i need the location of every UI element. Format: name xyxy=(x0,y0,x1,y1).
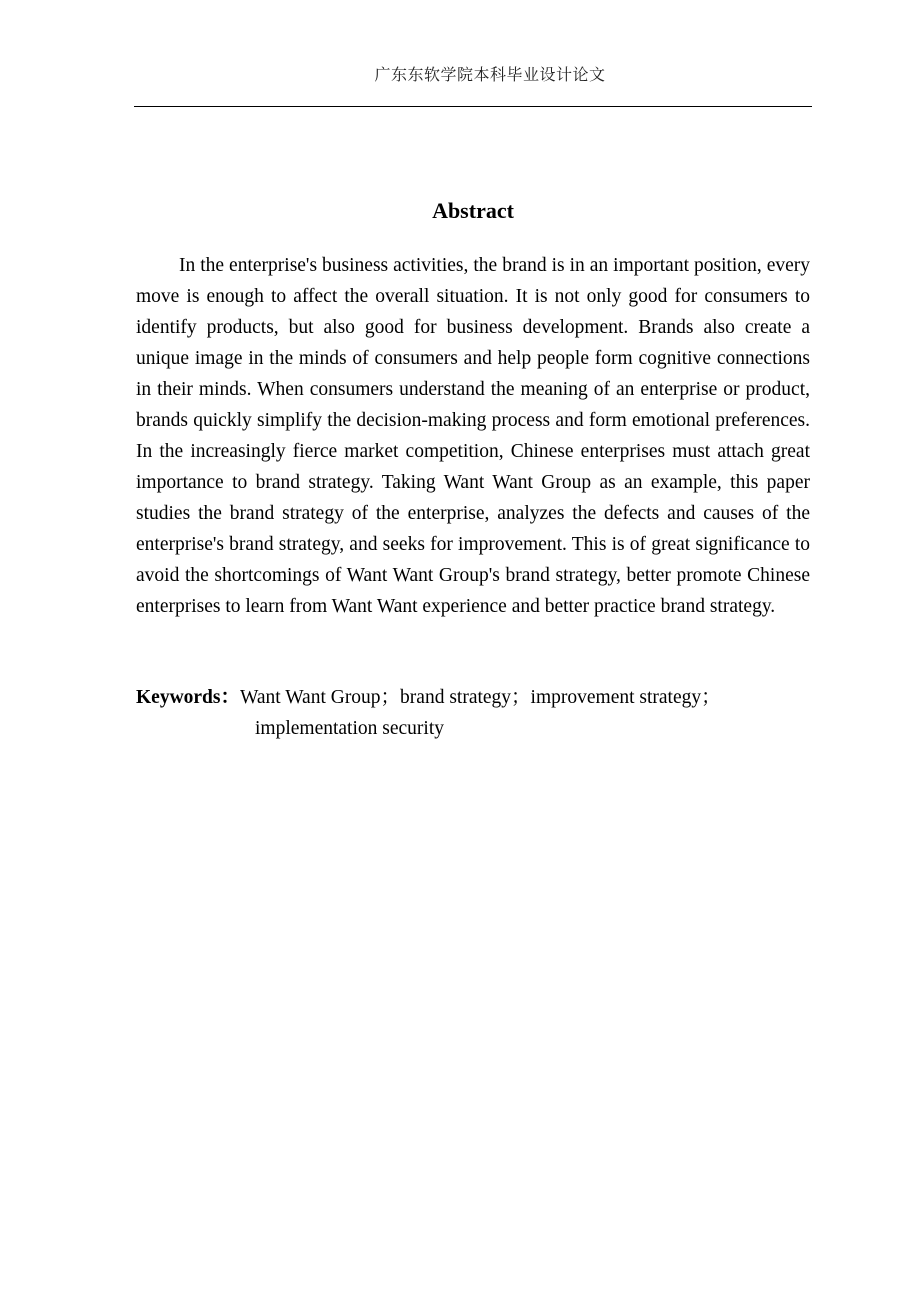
keywords-section xyxy=(136,682,810,744)
keywords-label: Keywords： xyxy=(136,687,240,708)
abstract-body: In the enterprise's business activities, the brand is in an important position, every move is enough to affect the overall situation. It is not only good for consumers to identify products, but also good for business development. Brands also create a unique image in the minds of consumers and help people form cognitive connections in their minds. When consumers understand the meaning of an enterprise or product, brands quickly simplify the decision-making process and form emotional preferences. In the increasingly fierce market competition, Chinese enterprises must attach great importance to brand strategy. Taking Want Want Group as an example, this paper studies the brand strategy of the enterprise, analyzes the defects and causes of the enterprise's brand strategy, and seeks for improvement. This is of great significance to avoid the shortcomings of Want Want Group's brand strategy, better promote Chinese enterprises to learn from Want Want experience and better practice brand strategy. xyxy=(136,255,810,617)
keywords-text: Want Want Group；brand strategy；improvement strategy；implementation security xyxy=(240,687,721,739)
running-header: 广东东软学院本科毕业设计论文 xyxy=(374,67,606,84)
header-divider xyxy=(134,106,812,107)
abstract-title: Abstract xyxy=(432,198,514,223)
